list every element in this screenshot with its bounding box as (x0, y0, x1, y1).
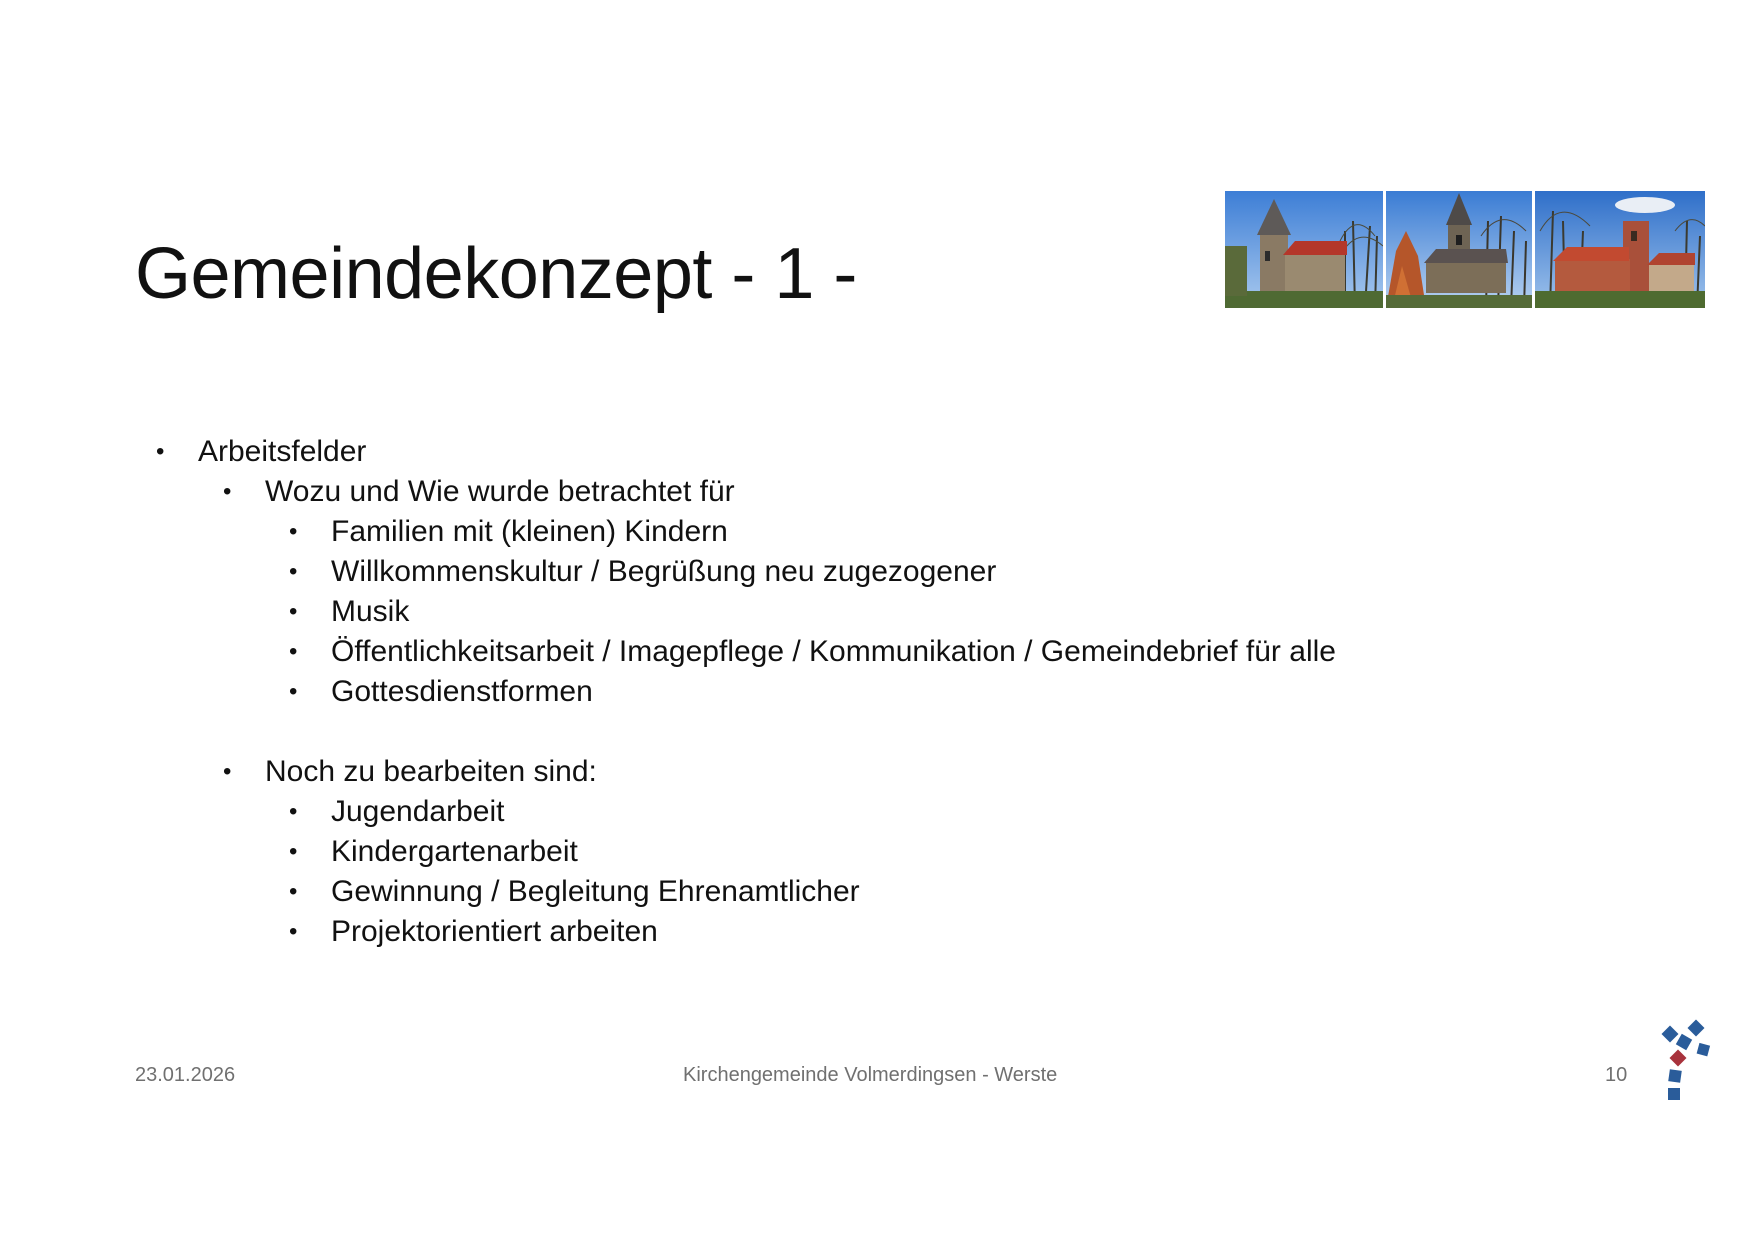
list-spacer (0, 712, 1754, 752)
church-photo-1 (1225, 191, 1383, 308)
footer-page-number: 10 (1605, 1064, 1628, 1086)
list-item: • Projektorientiert arbeiten (0, 912, 1754, 952)
outline-list (0, 432, 1754, 952)
bullet-icon: • (289, 678, 298, 705)
church-photo-2 (1386, 191, 1532, 308)
slide-title: Gemeindekonzept - 1 - (135, 234, 857, 314)
bullet-icon: • (289, 918, 298, 945)
list-item: • Wozu und Wie wurde betrachtet für (0, 472, 1754, 512)
bullet-icon: • (156, 438, 165, 465)
bullet-icon: • (289, 838, 298, 865)
list-item: • Gewinnung / Begleitung Ehrenamtlicher (0, 872, 1754, 912)
bullet-icon: • (289, 798, 298, 825)
bullet-icon: • (223, 478, 232, 505)
list-item: • Musik (0, 592, 1754, 632)
list-item: • Familien mit (kleinen) Kindern (0, 512, 1754, 552)
bullet-icon: • (289, 878, 298, 905)
list-item: • Arbeitsfelder (0, 432, 1754, 472)
bullet-icon: • (289, 518, 298, 545)
list-item: • Willkommenskultur / Begrüßung neu zugezogener (0, 552, 1754, 592)
bullet-icon: • (289, 638, 298, 665)
list-item: • Öffentlichkeitsarbeit / Imagepflege / Kommunikation / Gemeindebrief für alle (0, 632, 1754, 672)
bullet-icon: • (289, 598, 298, 625)
footer-organization: Kirchengemeinde Volmerdingsen - Werste (683, 1064, 1058, 1086)
list-item: • Noch zu bearbeiten sind: (0, 752, 1754, 792)
bullet-icon: • (223, 758, 232, 785)
church-logo-icon (1660, 1018, 1712, 1104)
church-photo-3 (1535, 191, 1705, 308)
list-item: • Jugendarbeit (0, 792, 1754, 832)
list-item: • Kindergartenarbeit (0, 832, 1754, 872)
bullet-icon: • (289, 558, 298, 585)
slide-content (0, 432, 1754, 952)
church-photo-strip (1225, 191, 1705, 308)
footer-date: 23.01.2026 (135, 1064, 236, 1086)
list-item: • Gottesdienstformen (0, 672, 1754, 712)
